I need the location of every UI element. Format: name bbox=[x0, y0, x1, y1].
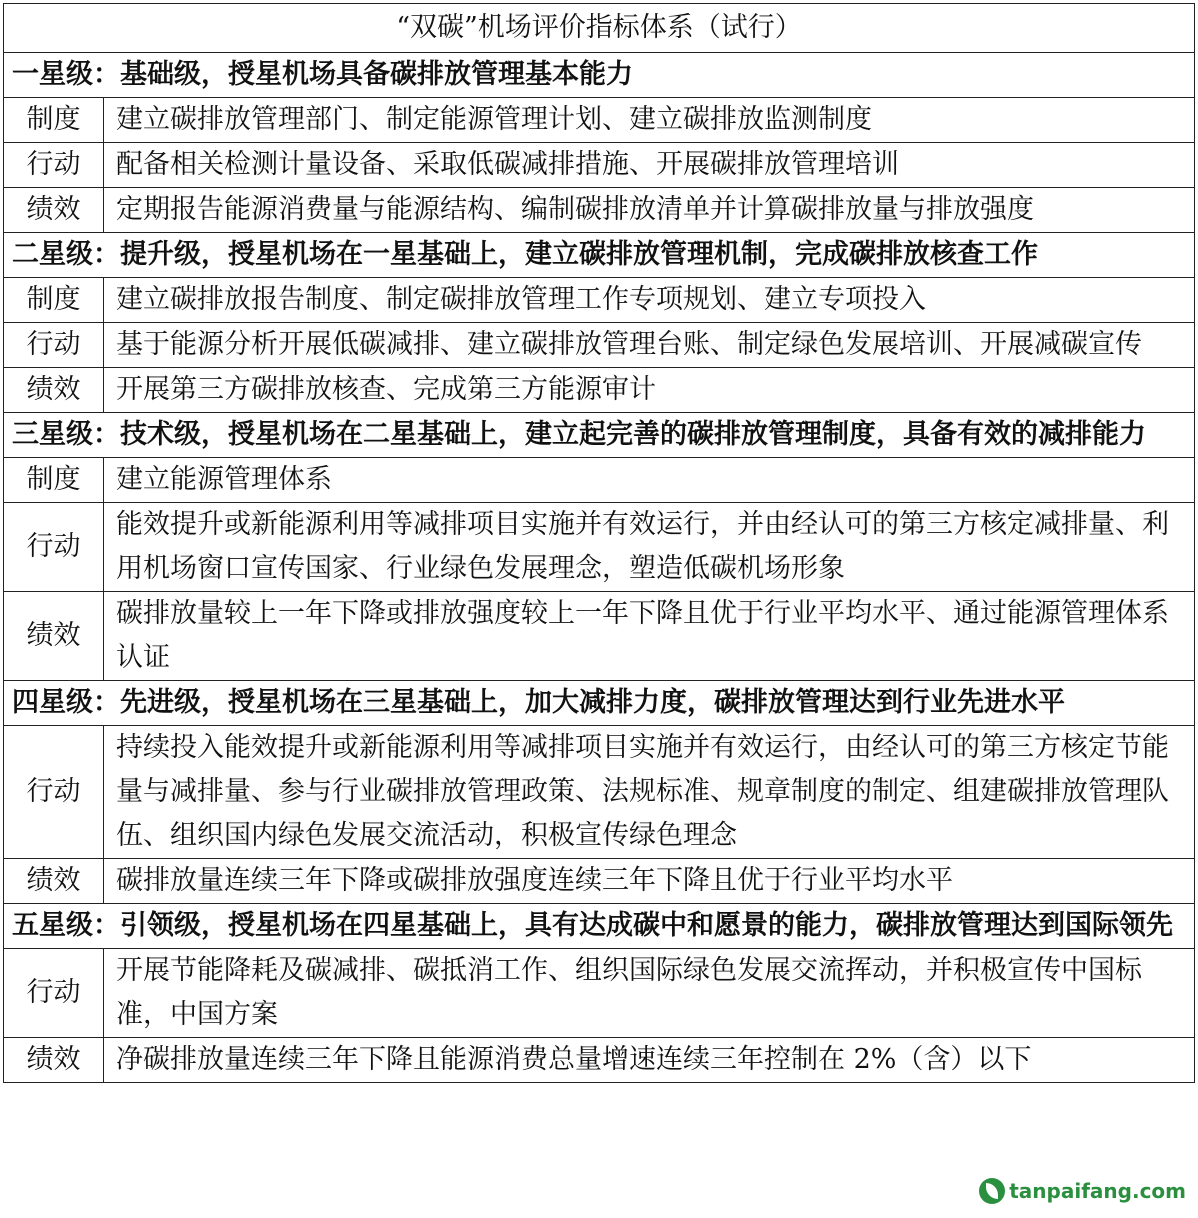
table-row bbox=[4, 503, 1195, 592]
table-body bbox=[4, 4, 1195, 1083]
content-cell: 碳排放量较上一年下降或排放强度较上一年下降且优于行业平均水平、通过能源管理体系认证 bbox=[104, 592, 1195, 681]
title-row bbox=[4, 4, 1195, 53]
category-cell: 制度 bbox=[4, 278, 104, 323]
table-row bbox=[4, 726, 1195, 859]
category-cell: 制度 bbox=[4, 458, 104, 503]
table-title: “双碳”机场评价指标体系（试行） bbox=[4, 4, 1195, 53]
category-cell: 行动 bbox=[4, 503, 104, 592]
content-cell: 定期报告能源消费量与能源结构、编制碳排放清单并计算碳排放量与排放强度 bbox=[104, 188, 1195, 233]
evaluation-table bbox=[3, 3, 1195, 1083]
table-row bbox=[4, 323, 1195, 368]
level-heading: 三星级：技术级，授星机场在二星基础上，建立起完善的碳排放管理制度，具备有效的减排能力 bbox=[4, 413, 1195, 458]
watermark-text: tanpaifang.com bbox=[1009, 1179, 1186, 1203]
level-heading-row bbox=[4, 904, 1195, 949]
category-cell: 绩效 bbox=[4, 592, 104, 681]
leaf-logo-icon bbox=[979, 1178, 1005, 1204]
category-cell: 绩效 bbox=[4, 1038, 104, 1083]
level-heading-row bbox=[4, 233, 1195, 278]
category-cell: 绩效 bbox=[4, 368, 104, 413]
level-heading-row bbox=[4, 681, 1195, 726]
level-heading: 二星级：提升级，授星机场在一星基础上，建立碳排放管理机制，完成碳排放核查工作 bbox=[4, 233, 1195, 278]
content-cell: 建立碳排放管理部门、制定能源管理计划、建立碳排放监测制度 bbox=[104, 98, 1195, 143]
content-cell: 持续投入能效提升或新能源利用等减排项目实施并有效运行，由经认可的第三方核定节能量与减排量、参与行业碳排放管理政策、法规标准、规章制度的制定、组建碳排放管理队伍、组织国内绿色发展交流活动，积极宣传绿色理念 bbox=[104, 726, 1195, 859]
content-cell: 开展节能降耗及碳减排、碳抵消工作、组织国际绿色发展交流挥动，并积极宣传中国标准，中国方案 bbox=[104, 949, 1195, 1038]
category-cell: 绩效 bbox=[4, 188, 104, 233]
table-row bbox=[4, 368, 1195, 413]
table-row bbox=[4, 143, 1195, 188]
table-row bbox=[4, 1038, 1195, 1083]
level-heading: 四星级：先进级，授星机场在三星基础上，加大减排力度，碳排放管理达到行业先进水平 bbox=[4, 681, 1195, 726]
table-row bbox=[4, 949, 1195, 1038]
site-watermark bbox=[977, 1178, 1188, 1204]
content-cell: 建立碳排放报告制度、制定碳排放管理工作专项规划、建立专项投入 bbox=[104, 278, 1195, 323]
level-heading-row bbox=[4, 413, 1195, 458]
table-row bbox=[4, 98, 1195, 143]
table-row bbox=[4, 859, 1195, 904]
content-cell: 碳排放量连续三年下降或碳排放强度连续三年下降且优于行业平均水平 bbox=[104, 859, 1195, 904]
level-heading-row bbox=[4, 53, 1195, 98]
content-cell: 建立能源管理体系 bbox=[104, 458, 1195, 503]
content-cell: 基于能源分析开展低碳减排、建立碳排放管理台账、制定绿色发展培训、开展减碳宣传 bbox=[104, 323, 1195, 368]
level-heading: 五星级：引领级，授星机场在四星基础上，具有达成碳中和愿景的能力，碳排放管理达到国际领先 bbox=[4, 904, 1195, 949]
category-cell: 行动 bbox=[4, 323, 104, 368]
category-cell: 绩效 bbox=[4, 859, 104, 904]
content-cell: 能效提升或新能源利用等减排项目实施并有效运行，并由经认可的第三方核定减排量、利用机场窗口宣传国家、行业绿色发展理念，塑造低碳机场形象 bbox=[104, 503, 1195, 592]
content-cell: 净碳排放量连续三年下降且能源消费总量增速连续三年控制在 2%（含）以下 bbox=[104, 1038, 1195, 1083]
category-cell: 制度 bbox=[4, 98, 104, 143]
table-row bbox=[4, 188, 1195, 233]
category-cell: 行动 bbox=[4, 949, 104, 1038]
category-cell: 行动 bbox=[4, 726, 104, 859]
table-row bbox=[4, 458, 1195, 503]
content-cell: 开展第三方碳排放核查、完成第三方能源审计 bbox=[104, 368, 1195, 413]
content-cell: 配备相关检测计量设备、采取低碳减排措施、开展碳排放管理培训 bbox=[104, 143, 1195, 188]
table-row bbox=[4, 278, 1195, 323]
table-row bbox=[4, 592, 1195, 681]
level-heading: 一星级：基础级，授星机场具备碳排放管理基本能力 bbox=[4, 53, 1195, 98]
category-cell: 行动 bbox=[4, 143, 104, 188]
